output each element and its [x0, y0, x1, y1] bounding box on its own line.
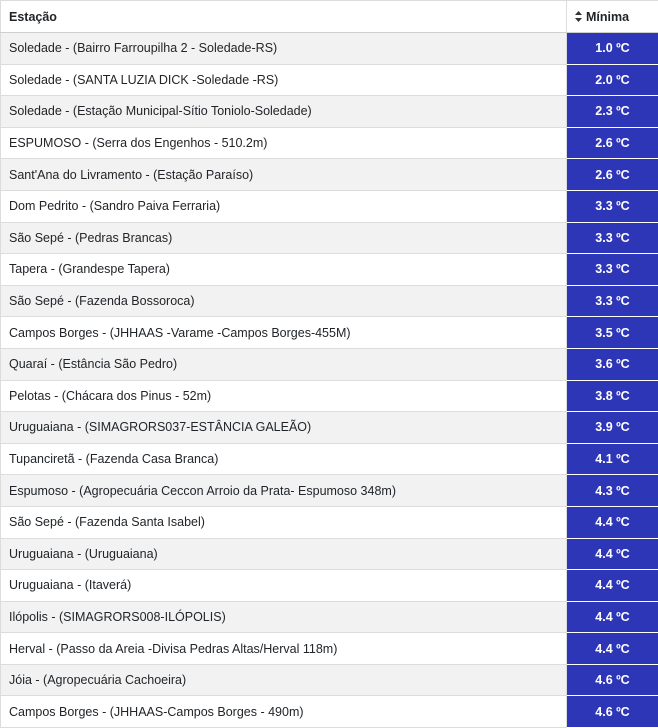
table-row — [1, 412, 658, 444]
minimum-temperature: 4.4 ºC — [567, 601, 658, 633]
minimum-temperature: 4.4 ºC — [567, 633, 658, 665]
minimum-temperature: 3.3 ºC — [567, 285, 658, 317]
column-header-minimum-label: Mínima — [586, 9, 630, 24]
table-row — [1, 538, 658, 570]
table-row — [1, 506, 658, 538]
station-name: Soledade - (Bairro Farroupilha 2 - Soledade-RS) — [1, 33, 567, 65]
minimum-temperature: 4.4 ºC — [567, 570, 658, 602]
minimum-temperature: 3.6 ºC — [567, 348, 658, 380]
minimum-temperature: 4.6 ºC — [567, 696, 658, 728]
station-name: São Sepé - (Fazenda Santa Isabel) — [1, 506, 567, 538]
station-name: Tapera - (Grandespe Tapera) — [1, 254, 567, 286]
station-name: Jóia - (Agropecuária Cachoeira) — [1, 664, 567, 696]
minimum-temperature: 4.1 ºC — [567, 443, 658, 475]
table-body — [1, 33, 658, 728]
minimum-temperature: 4.6 ºC — [567, 664, 658, 696]
minimum-temperature: 3.9 ºC — [567, 412, 658, 444]
minimum-temperature: 4.4 ºC — [567, 506, 658, 538]
station-name: São Sepé - (Fazenda Bossoroca) — [1, 285, 567, 317]
minimum-temperature: 4.4 ºC — [567, 538, 658, 570]
table-row — [1, 664, 658, 696]
minimum-temperature: 2.3 ºC — [567, 96, 658, 128]
station-name: São Sepé - (Pedras Brancas) — [1, 222, 567, 254]
station-name: Tupanciretã - (Fazenda Casa Branca) — [1, 443, 567, 475]
table-row — [1, 254, 658, 286]
table-row — [1, 96, 658, 128]
table-row — [1, 64, 658, 96]
table-row — [1, 570, 658, 602]
station-name: Dom Pedrito - (Sandro Paiva Ferraria) — [1, 190, 567, 222]
minimum-temperature: 3.3 ºC — [567, 254, 658, 286]
station-name: Herval - (Passo da Areia -Divisa Pedras Altas/Herval 118m) — [1, 633, 567, 665]
table-row — [1, 285, 658, 317]
minimum-temperature: 2.6 ºC — [567, 127, 658, 159]
table-row — [1, 380, 658, 412]
table-row — [1, 633, 658, 665]
minimum-temperature: 4.3 ºC — [567, 475, 658, 507]
table-row — [1, 190, 658, 222]
column-header-station[interactable]: Estação — [1, 1, 567, 33]
minimum-temperature: 3.5 ºC — [567, 317, 658, 349]
station-name: Sant'Ana do Livramento - (Estação Paraíso) — [1, 159, 567, 191]
column-header-minimum[interactable] — [567, 1, 658, 33]
station-name: Espumoso - (Agropecuária Ceccon Arroio da Prata- Espumoso 348m) — [1, 475, 567, 507]
sort-icon[interactable] — [575, 11, 582, 22]
station-name: Pelotas - (Chácara dos Pinus - 52m) — [1, 380, 567, 412]
station-name: Uruguaiana - (SIMAGRORS037-ESTÂNCIA GALEÃO) — [1, 412, 567, 444]
table-row — [1, 601, 658, 633]
table-row — [1, 348, 658, 380]
table-row — [1, 33, 658, 65]
table-header — [1, 1, 658, 33]
minimum-temperature: 1.0 ºC — [567, 33, 658, 65]
station-name: Uruguaiana - (Uruguaiana) — [1, 538, 567, 570]
station-name: Campos Borges - (JHHAAS-Campos Borges - 490m) — [1, 696, 567, 728]
table-row — [1, 222, 658, 254]
station-name: Ilópolis - (SIMAGRORS008-ILÓPOLIS) — [1, 601, 567, 633]
minimum-temperature: 2.6 ºC — [567, 159, 658, 191]
station-name: Uruguaiana - (Itaverá) — [1, 570, 567, 602]
station-name: Quaraí - (Estância São Pedro) — [1, 348, 567, 380]
header-row — [1, 1, 658, 33]
table-row — [1, 127, 658, 159]
minimum-temperature: 3.3 ºC — [567, 222, 658, 254]
station-name: Soledade - (SANTA LUZIA DICK -Soledade -RS) — [1, 64, 567, 96]
table-row — [1, 696, 658, 728]
minimum-temperature: 2.0 ºC — [567, 64, 658, 96]
minimum-temperature: 3.3 ºC — [567, 190, 658, 222]
table-row — [1, 317, 658, 349]
table-row — [1, 159, 658, 191]
station-name: Campos Borges - (JHHAAS -Varame -Campos Borges-455M) — [1, 317, 567, 349]
minimum-temperature: 3.8 ºC — [567, 380, 658, 412]
table-row — [1, 443, 658, 475]
station-name: Soledade - (Estação Municipal-Sítio Toniolo-Soledade) — [1, 96, 567, 128]
table-row — [1, 475, 658, 507]
station-name: ESPUMOSO - (Serra dos Engenhos - 510.2m) — [1, 127, 567, 159]
